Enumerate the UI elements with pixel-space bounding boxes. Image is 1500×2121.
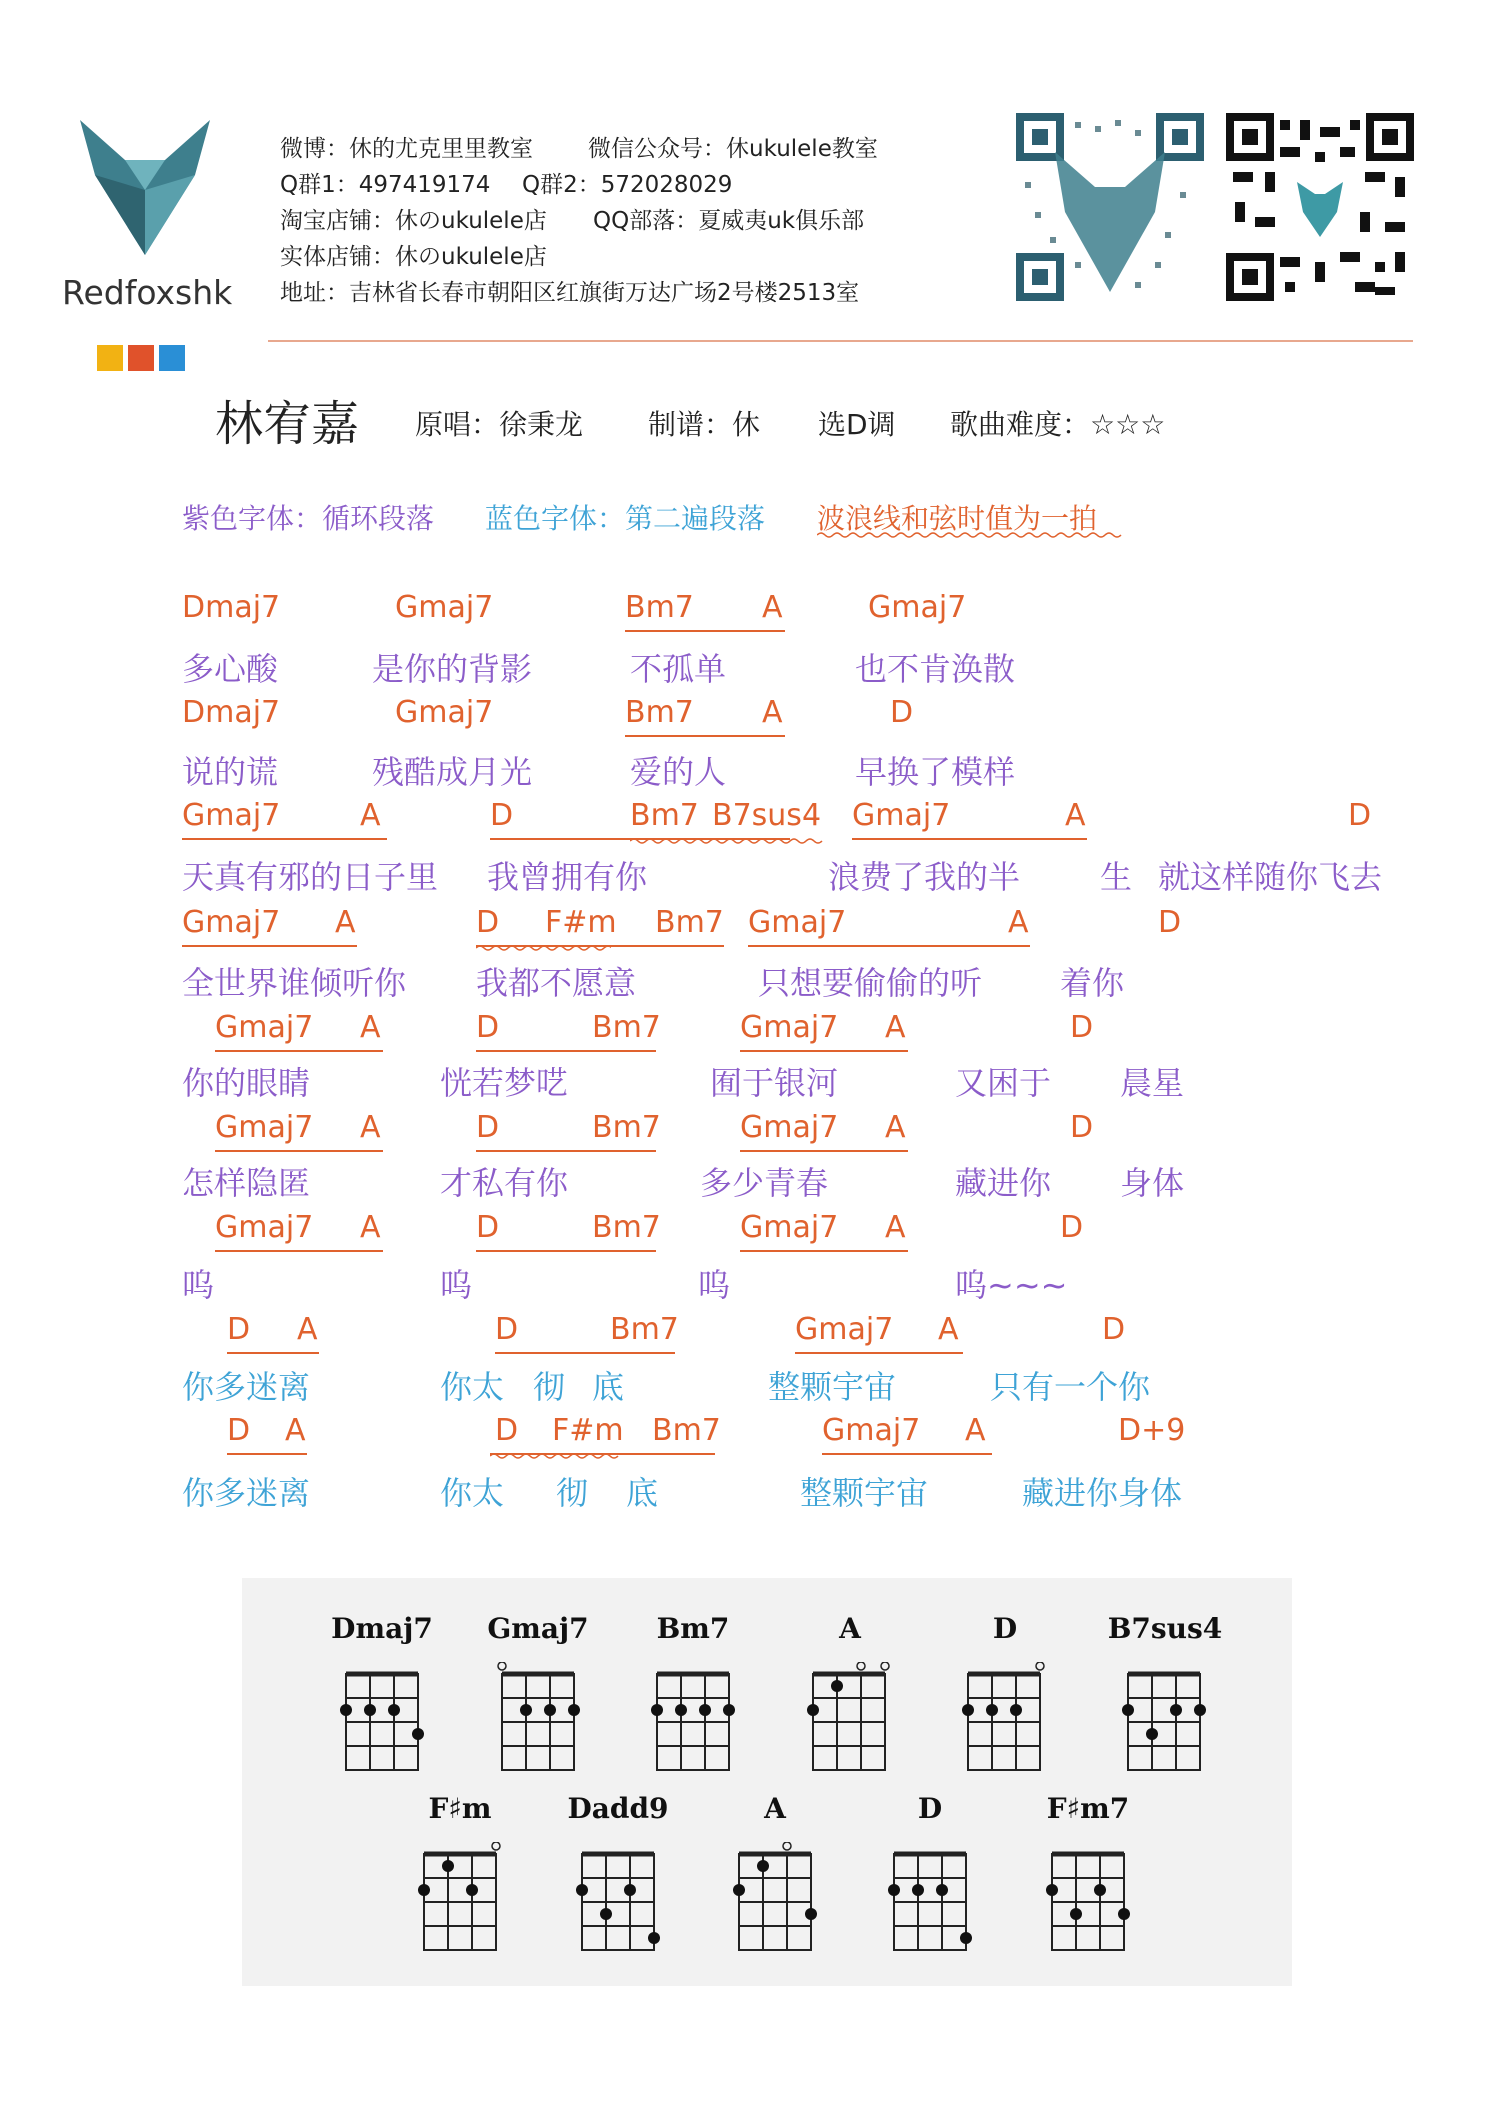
chord-underline	[740, 1150, 908, 1152]
fox-logo-icon	[75, 115, 215, 260]
chord: D	[476, 1210, 500, 1245]
chord: Gmaj7	[215, 1210, 314, 1245]
chord: A	[1065, 798, 1086, 833]
legend-purple: 紫色字体：循环段落	[182, 502, 435, 535]
d-diagram-icon	[958, 1662, 1058, 1782]
chord: B7sus4	[712, 798, 822, 833]
chord-diagram-name: D	[917, 1792, 943, 1825]
lyric: 身体	[1120, 1164, 1185, 1202]
chord-underline	[740, 1050, 908, 1052]
chord: Dmaj7	[182, 590, 281, 625]
gmaj7-diagram-icon	[492, 1662, 592, 1782]
chord: Bm7	[625, 590, 694, 625]
chord: Bm7	[630, 798, 699, 833]
chord: F#m	[552, 1413, 624, 1448]
qr-code-1-icon	[1015, 112, 1205, 302]
chord: Bm7	[652, 1413, 721, 1448]
chord: Bm7	[625, 695, 694, 730]
lyric: 我曾拥有你	[487, 858, 648, 896]
chord: Gmaj7	[795, 1312, 894, 1347]
lyric: 说的谎	[182, 753, 279, 791]
chord: D	[476, 1010, 500, 1045]
chord: D	[1158, 905, 1182, 940]
chord: D	[1102, 1312, 1126, 1347]
chord-underline	[490, 1453, 715, 1455]
chord-diagram-name: B7sus4	[1107, 1612, 1223, 1645]
chord: D	[476, 1110, 500, 1145]
chord: Bm7	[610, 1312, 679, 1347]
lyric: 爱的人	[630, 753, 727, 791]
chord-diagram-name: Dmaj7	[331, 1612, 433, 1645]
chord-diagram-name: F♯m7	[1046, 1792, 1130, 1825]
arranger-info: 制谱：休	[648, 408, 761, 441]
chord: Bm7	[592, 1210, 661, 1245]
lyric: 底	[592, 1368, 625, 1406]
lyric: 呜	[698, 1266, 731, 1304]
lyric: 全世界谁倾听你	[182, 964, 407, 1002]
lyric: 彻	[533, 1368, 566, 1406]
lyric: 又困于	[955, 1064, 1052, 1102]
lyric: 我都不愿意	[476, 964, 637, 1002]
key-info: 选D调	[818, 408, 896, 441]
fsharp-m-diagram-icon	[414, 1842, 514, 1962]
lyric: 整颗宇宙	[800, 1474, 929, 1512]
chord: Gmaj7	[740, 1210, 839, 1245]
a-diagram-2-icon	[729, 1842, 829, 1962]
chord-underline	[215, 1150, 383, 1152]
chord: D	[227, 1413, 251, 1448]
chord-diagram-name: Gmaj7	[487, 1612, 589, 1645]
chord: D	[490, 798, 514, 833]
lyric: 也不肯涣散	[855, 650, 1016, 688]
chord: D	[1060, 1210, 1084, 1245]
lyric: 生	[1100, 858, 1133, 896]
b7sus4-diagram-icon	[1118, 1662, 1218, 1782]
legend-wave-underline-icon	[817, 532, 1122, 538]
qq-group1: Q群1：497419174	[280, 172, 491, 198]
chord: Gmaj7	[748, 905, 847, 940]
chord: A	[335, 905, 356, 940]
lyric: 呜	[182, 1266, 215, 1304]
chord: Dmaj7	[182, 695, 281, 730]
taobao-store: 淘宝店铺：休のukulele店	[280, 208, 547, 234]
chord: D	[495, 1413, 519, 1448]
lyric: 你多迷离	[182, 1368, 311, 1406]
lyric: 多心酸	[182, 650, 279, 688]
lyric: 才私有你	[440, 1164, 569, 1202]
chord-diagram-name: Bm7	[656, 1612, 730, 1645]
chord-underline	[625, 630, 785, 632]
legend-wave: 波浪线和弦时值为一拍	[817, 502, 1098, 535]
lyric: 你太	[440, 1368, 505, 1406]
chord: Gmaj7	[822, 1413, 921, 1448]
chord-underline	[476, 1150, 656, 1152]
chord: D	[1348, 798, 1372, 833]
chord: Bm7	[655, 905, 724, 940]
difficulty-info: 歌曲难度：☆☆☆	[950, 408, 1166, 441]
song-title: 林宥嘉	[215, 396, 360, 452]
qr-code-2-icon	[1225, 112, 1415, 302]
store-address: 地址：吉林省长春市朝阳区红旗街万达广场2号楼2513室	[280, 280, 860, 306]
qq-group2: Q群2：572028029	[522, 172, 733, 198]
chord: Gmaj7	[395, 590, 494, 625]
chord-diagram-name: F♯m	[428, 1792, 492, 1825]
chord: Gmaj7	[395, 695, 494, 730]
lyric: 整颗宇宙	[768, 1368, 897, 1406]
chord: A	[965, 1413, 986, 1448]
lyric: 底	[626, 1474, 659, 1512]
lyric: 藏进你	[955, 1164, 1052, 1202]
lyric: 你多迷离	[182, 1474, 311, 1512]
chord: D	[495, 1312, 519, 1347]
singer-info: 原唱：徐秉龙	[415, 408, 584, 441]
chord-underline	[215, 1050, 383, 1052]
chord-underline	[227, 1352, 319, 1354]
wave-underline-icon	[630, 838, 825, 844]
chord-underline	[476, 1050, 656, 1052]
chord: A	[297, 1312, 318, 1347]
chord-underline	[740, 1250, 908, 1252]
chord-underline	[625, 735, 785, 737]
chord: A	[285, 1413, 306, 1448]
brand-square-yellow	[97, 345, 123, 371]
chord-diagram-name: D	[992, 1612, 1018, 1645]
chord-diagram-name: A	[839, 1612, 861, 1645]
chord: D	[890, 695, 914, 730]
lyric: 你太	[440, 1474, 505, 1512]
chord-underline	[852, 838, 1087, 840]
lyric: 恍若梦呓	[440, 1064, 569, 1102]
chord-underline	[182, 945, 357, 947]
lyric: 残酷成月光	[372, 753, 533, 791]
chord: D	[1070, 1110, 1094, 1145]
fsharp-m7-diagram-icon	[1042, 1842, 1142, 1962]
chord: Gmaj7	[852, 798, 951, 833]
chord: A	[1008, 905, 1029, 940]
chord-underline	[476, 945, 724, 947]
chord-underline	[476, 1250, 656, 1252]
lyric: 藏进你身体	[1022, 1474, 1183, 1512]
d-diagram-2-icon	[884, 1842, 984, 1962]
chord: F#m	[545, 905, 617, 940]
chord: A	[360, 1110, 381, 1145]
lyric: 着你	[1060, 964, 1125, 1002]
lyric: 多少青春	[700, 1164, 829, 1202]
chord-underline	[227, 1453, 307, 1455]
physical-store: 实体店铺：休のukulele店	[280, 244, 547, 270]
lyric: 不孤单	[630, 650, 727, 688]
a-diagram-icon	[803, 1662, 903, 1782]
brand-square-red	[128, 345, 154, 371]
chord: Gmaj7	[182, 905, 281, 940]
lyric: 浪费了我的半	[828, 858, 1021, 896]
lyric: 呜	[440, 1266, 473, 1304]
chord-underline	[215, 1250, 383, 1252]
dadd9-diagram-icon	[572, 1842, 672, 1962]
weibo-info: 微博：休的尤克里里教室	[280, 136, 533, 162]
chord-underline	[182, 838, 387, 840]
chord: D	[1070, 1010, 1094, 1045]
qq-tribe: QQ部落：夏威夷uk俱乐部	[593, 208, 865, 234]
chord: A	[762, 695, 783, 730]
bm7-diagram-icon	[647, 1662, 747, 1782]
chord-underline	[748, 945, 1030, 947]
lyric: 呜~~~	[955, 1266, 1068, 1304]
chord-diagram-name: Dadd9	[567, 1792, 669, 1825]
header-divider	[268, 340, 1413, 342]
chord: A	[885, 1210, 906, 1245]
lyric: 天真有邪的日子里	[182, 858, 439, 896]
brand-name: Redfoxshk	[62, 273, 233, 312]
chord: A	[360, 798, 381, 833]
chord: A	[885, 1110, 906, 1145]
lyric: 是你的背影	[372, 650, 533, 688]
chord-underline	[822, 1453, 992, 1455]
chord: A	[885, 1010, 906, 1045]
chord: Gmaj7	[868, 590, 967, 625]
lyric: 早换了模样	[855, 753, 1016, 791]
chord: Bm7	[592, 1110, 661, 1145]
chord: A	[762, 590, 783, 625]
legend-blue: 蓝色字体：第二遍段落	[485, 502, 766, 535]
chord: Gmaj7	[215, 1110, 314, 1145]
lyric: 彻	[556, 1474, 589, 1512]
brand-square-blue	[159, 345, 185, 371]
chord: Bm7	[592, 1010, 661, 1045]
lyric: 只有一个你	[990, 1368, 1151, 1406]
chord: Gmaj7	[182, 798, 281, 833]
wechat-info: 微信公众号：休ukulele教室	[588, 136, 878, 162]
lyric: 怎样隐匿	[182, 1164, 311, 1202]
chord: Gmaj7	[740, 1010, 839, 1045]
chord-underline	[795, 1352, 963, 1354]
chord: D+9	[1118, 1413, 1186, 1448]
chord: A	[360, 1010, 381, 1045]
lyric: 囿于银河	[710, 1064, 839, 1102]
chord: A	[360, 1210, 381, 1245]
chord-diagram-name: A	[764, 1792, 786, 1825]
dmaj7-diagram-icon	[336, 1662, 436, 1782]
chord: D	[227, 1312, 251, 1347]
chord: Gmaj7	[215, 1010, 314, 1045]
chord: A	[938, 1312, 959, 1347]
lyric: 晨星	[1120, 1064, 1185, 1102]
lyric: 就这样随你飞去	[1158, 858, 1383, 896]
chord-underline	[495, 1352, 675, 1354]
lyric: 你的眼睛	[182, 1064, 311, 1102]
chord: D	[476, 905, 500, 940]
lyric: 只想要偷偷的听	[758, 964, 983, 1002]
chord: Gmaj7	[740, 1110, 839, 1145]
